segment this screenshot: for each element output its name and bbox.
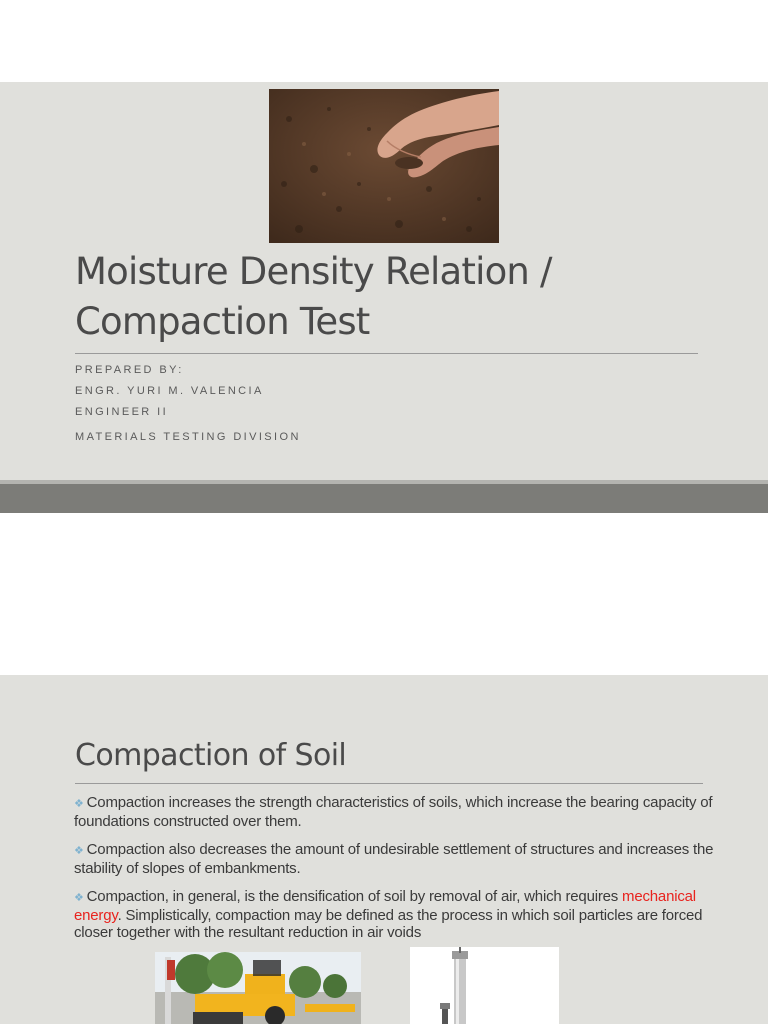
presentation-title	[75, 247, 552, 347]
road-roller-photo	[155, 952, 361, 1024]
title-line-1: Moisture Density Relation /	[75, 250, 552, 293]
credit-author-name: ENGR. YURI M. VALENCIA	[75, 385, 264, 397]
slide-footer-bar	[0, 484, 768, 513]
slide-title: Compaction of Soil	[75, 738, 347, 773]
bullet-list	[74, 794, 714, 952]
credit-author-position: ENGINEER II	[75, 406, 169, 418]
compaction-rammer-photo	[410, 947, 559, 1024]
bullet-text-continued: . Simplistically, compaction may be defined as the process in which soil particles are forced closer together with the resultant reduction in air voids	[74, 907, 703, 941]
bullet-item	[74, 794, 714, 830]
highlighted-term: mechanical energy	[74, 888, 696, 924]
content-slide	[0, 675, 768, 1024]
title-divider	[75, 783, 703, 784]
author-credits	[75, 360, 301, 448]
bullet-text: Compaction also decreases the amount of undesirable settlement of structures and increases the stability of slopes of embankments.	[74, 841, 714, 877]
title-divider	[75, 353, 698, 354]
bullet-text: Compaction increases the strength characteristics of soils, which increase the bearing capacity of foundations constructed over them.	[74, 794, 713, 830]
bullet-item	[74, 888, 714, 941]
diamond-bullet-icon: ❖	[74, 845, 84, 857]
credit-division: MATERIALS TESTING DIVISION	[75, 431, 301, 443]
hands-in-soil-photo	[269, 89, 499, 243]
bullet-item	[74, 841, 714, 877]
bullet-text: Compaction, in general, is the densification of soil by removal of air, which requires	[86, 888, 623, 905]
diamond-bullet-icon: ❖	[74, 892, 84, 904]
diamond-bullet-icon: ❖	[74, 798, 84, 810]
title-line-2: Compaction Test	[75, 300, 370, 343]
credit-prepared-by: PREPARED BY:	[75, 364, 184, 376]
title-slide	[0, 82, 768, 480]
